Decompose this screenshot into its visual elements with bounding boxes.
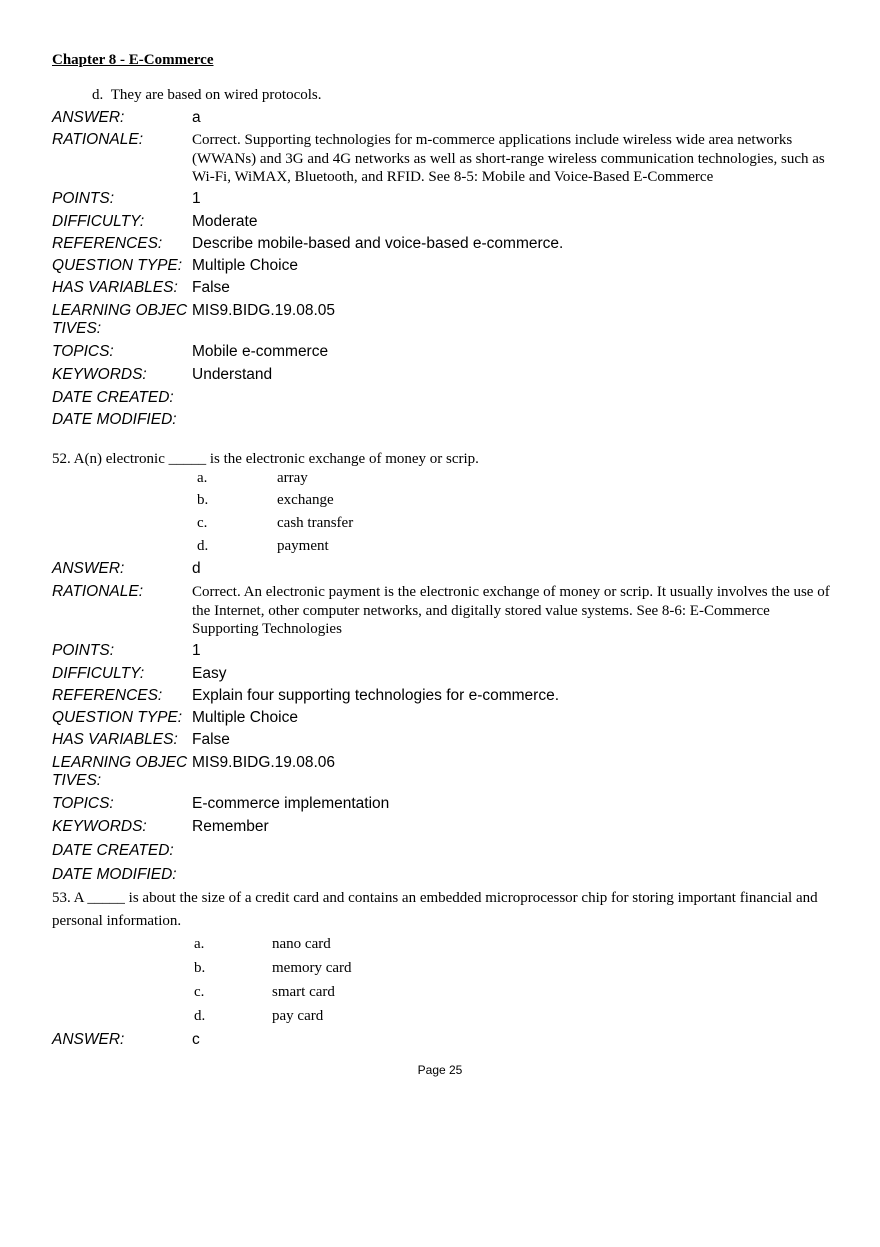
keywords-row bbox=[52, 366, 842, 384]
keywords-value: Understand bbox=[192, 366, 273, 383]
q52-has-variables-row bbox=[52, 731, 842, 749]
rationale-text: Correct. An electronic payment is the electronic exchange of money or scrip. It usually involves the use of the Internet, other computer networks, and digitally stored value systems. See 8-6: E-Commerce Supporting Technologies bbox=[192, 584, 830, 637]
q53-choice-b-text: memory card bbox=[272, 960, 352, 976]
chapter-title: Chapter 8 - E-Commerce bbox=[52, 52, 214, 68]
has-variables-row bbox=[52, 279, 842, 297]
difficulty-label: DIFFICULTY: bbox=[52, 665, 145, 682]
topics-row bbox=[52, 343, 842, 361]
q52-answer-row bbox=[52, 560, 842, 578]
date-modified-label: DATE MODIFIED: bbox=[52, 866, 177, 883]
points-row bbox=[52, 190, 842, 208]
difficulty-row bbox=[52, 213, 842, 231]
references-value: Explain four supporting technologies for e-commerce. bbox=[192, 687, 560, 704]
keywords-label: KEYWORDS: bbox=[52, 366, 147, 383]
q52-references-row bbox=[52, 687, 842, 705]
q52-date-modified-row bbox=[52, 866, 842, 884]
learning-objectives-value: MIS9.BIDG.19.08.05 bbox=[192, 302, 336, 319]
q52-date-created-row bbox=[52, 842, 842, 860]
difficulty-value: Easy bbox=[192, 665, 227, 682]
question-type-label: QUESTION TYPE: bbox=[52, 257, 183, 274]
date-created-row bbox=[52, 389, 842, 407]
rationale-label: RATIONALE: bbox=[52, 131, 144, 148]
q52-keywords-row bbox=[52, 818, 842, 836]
has-variables-value: False bbox=[192, 279, 230, 296]
references-label: REFERENCES: bbox=[52, 235, 163, 252]
q52-rationale-row bbox=[52, 583, 842, 639]
references-label: REFERENCES: bbox=[52, 687, 163, 704]
q52-choice-b-text: exchange bbox=[277, 492, 334, 508]
references-value: Describe mobile-based and voice-based e-commerce. bbox=[192, 235, 564, 252]
q52-choice-d-text: payment bbox=[277, 538, 329, 554]
topics-label: TOPICS: bbox=[52, 343, 114, 360]
date-modified-row bbox=[52, 411, 842, 429]
q53-choice-a-letter: a. bbox=[194, 936, 205, 952]
has-variables-value: False bbox=[192, 731, 230, 748]
question-type-label: QUESTION TYPE: bbox=[52, 709, 183, 726]
question-type-value: Multiple Choice bbox=[192, 709, 298, 726]
has-variables-label: HAS VARIABLES: bbox=[52, 731, 178, 748]
learning-objectives-label: LEARNING OBJECTIVES: bbox=[52, 754, 188, 789]
q53-answer-row bbox=[52, 1031, 842, 1049]
has-variables-label: HAS VARIABLES: bbox=[52, 279, 178, 296]
answer-value: a bbox=[192, 109, 201, 126]
q53-choice-d-letter: d. bbox=[194, 1008, 206, 1024]
points-value: 1 bbox=[192, 642, 201, 659]
topics-value: Mobile e-commerce bbox=[192, 343, 329, 360]
date-created-label: DATE CREATED: bbox=[52, 842, 174, 859]
rationale-label: RATIONALE: bbox=[52, 583, 144, 600]
q52-choice-a-text: array bbox=[277, 470, 308, 486]
answer-label: ANSWER: bbox=[52, 109, 125, 126]
q52-choice-c-text: cash transfer bbox=[277, 515, 354, 531]
q53-choice-b-letter: b. bbox=[194, 960, 206, 976]
q53-choice-c-text: smart card bbox=[272, 984, 335, 1000]
rationale-row bbox=[52, 131, 842, 187]
difficulty-label: DIFFICULTY: bbox=[52, 213, 145, 230]
q53-choice-a-text: nano card bbox=[272, 936, 331, 952]
answer-label: ANSWER: bbox=[52, 560, 125, 577]
question-type-value: Multiple Choice bbox=[192, 257, 298, 274]
references-row bbox=[52, 235, 842, 253]
answer-label: ANSWER: bbox=[52, 1031, 125, 1048]
q52-choice-d-letter: d. bbox=[197, 538, 209, 554]
points-label: POINTS: bbox=[52, 190, 115, 207]
points-value: 1 bbox=[192, 190, 201, 207]
keywords-value: Remember bbox=[192, 818, 269, 835]
q52-difficulty-row bbox=[52, 665, 842, 683]
q53-choice-d-text: pay card bbox=[272, 1008, 324, 1024]
answer-row bbox=[52, 109, 842, 127]
q53-choice-c-letter: c. bbox=[194, 984, 205, 1000]
choice-d: d. They are based on wired protocols. bbox=[92, 87, 322, 103]
q52-question-type-row bbox=[52, 709, 842, 727]
learning-objectives-value: MIS9.BIDG.19.08.06 bbox=[192, 754, 336, 771]
rationale-text: Correct. Supporting technologies for m-commerce applications include wireless wide area networks (WWANs) and 3G and 4G networks as well as short-range wireless communication technologies, such as Wi-Fi, WiMAX, Bluetooth, and RFID. See 8-5: Mobile and Voice-Based E-Commerce bbox=[192, 132, 825, 185]
q52-learning-objectives-row bbox=[52, 754, 842, 790]
points-label: POINTS: bbox=[52, 642, 115, 659]
topics-value: E-commerce implementation bbox=[192, 795, 390, 812]
topics-label: TOPICS: bbox=[52, 795, 114, 812]
learning-objectives-row bbox=[52, 302, 842, 338]
question-53-text: 53. A _____ is about the size of a credit card and contains an embedded microprocessor chip for storing important financial and personal information. bbox=[52, 890, 818, 929]
q52-choice-a-letter: a. bbox=[197, 470, 208, 486]
question-52-text: 52. A(n) electronic _____ is the electronic exchange of money or scrip. bbox=[52, 451, 479, 467]
date-created-label: DATE CREATED: bbox=[52, 389, 174, 406]
keywords-label: KEYWORDS: bbox=[52, 818, 147, 835]
date-modified-label: DATE MODIFIED: bbox=[52, 411, 177, 428]
q52-points-row bbox=[52, 642, 842, 660]
question-type-row bbox=[52, 257, 842, 275]
difficulty-value: Moderate bbox=[192, 213, 258, 230]
q52-choice-c-letter: c. bbox=[197, 515, 208, 531]
q52-choice-b-letter: b. bbox=[197, 492, 209, 508]
q52-topics-row bbox=[52, 795, 842, 813]
learning-objectives-label: LEARNING OBJECTIVES: bbox=[52, 302, 188, 337]
answer-value: c bbox=[192, 1031, 200, 1048]
page-number: Page 25 bbox=[417, 1063, 463, 1077]
answer-value: d bbox=[192, 560, 201, 577]
